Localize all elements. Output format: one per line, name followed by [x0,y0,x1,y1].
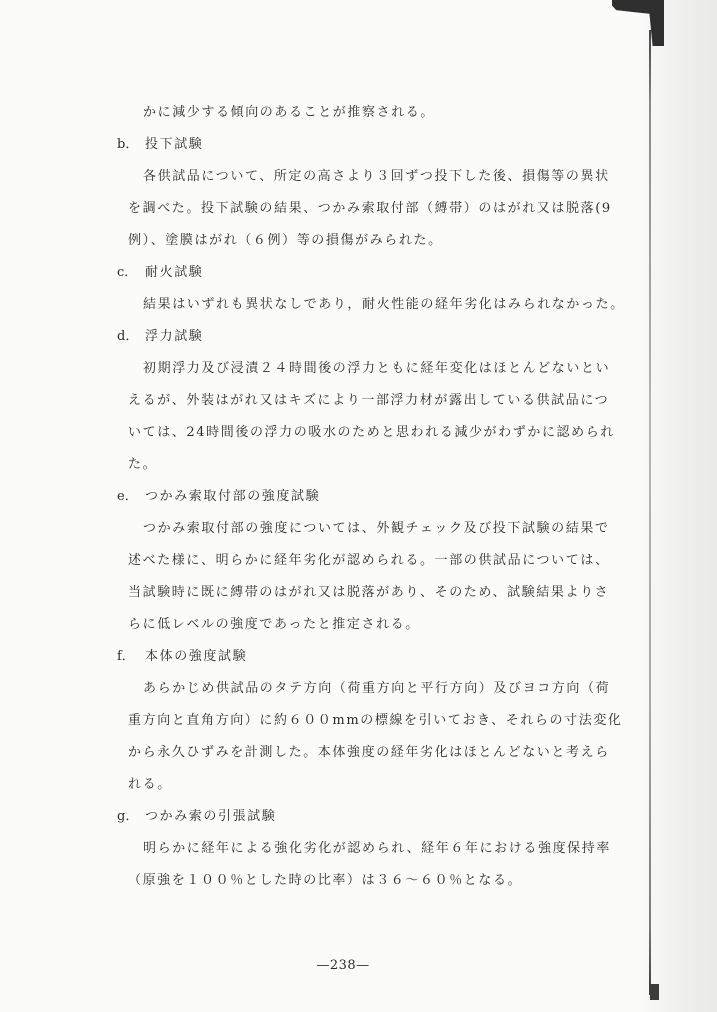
section-c-heading [0,257,640,289]
section-e-line-3: 当試験時に既に縛帯のはがれ又は脱落があり、そのため、試験結果よりさ [128,585,610,600]
binding-edge-line [649,30,651,995]
section-g-line-2: （原強を１００％とした時の比率）は３６～６０％となる。 [128,873,523,888]
section-e-line-4: らに低レベルの強度であったと推定される。 [128,617,420,632]
section-f-label: f． [117,649,135,664]
section-e-line-2: 述べた様に、明らかに経年劣化が認められる。一部の供試品については、 [128,553,610,568]
section-b-line-1: 各供試品について、所定の高さより３回ずつ投下した後、損傷等の異状 [143,169,610,184]
section-b-line-2: を調べた。投下試験の結果、つかみ索取付部（縛帯）のはがれ又は脱落(9 [128,201,612,216]
section-b-heading [0,129,640,161]
section-f-line-2: 重方向と直角方向）に約６００mmの標線を引いておき、それらの寸法変化 [128,713,623,728]
section-b-title: 投下試験 [145,137,204,152]
section-g-label: g． [117,809,139,824]
section-c-label: c． [117,265,138,280]
section-d-line-1: 初期浮力及び浸漬２４時間後の浮力ともに経年変化はほとんどないとい [143,361,611,376]
section-f-heading [0,641,640,673]
section-g-line-1: 明らかに経年による強化劣化が認められ、経年６年における強度保持率 [143,841,611,856]
scan-bottom-mark [650,984,659,1000]
section-e-heading [0,481,640,513]
section-d-title: 浮力試験 [145,329,204,344]
section-d-line-4: た。 [128,457,158,472]
section-g-title: つかみ索の引張試験 [145,809,277,824]
section-b-line-3: 例）、塗膜はがれ（６例）等の損傷がみられた。 [128,233,443,248]
section-c-line-1: 結果はいずれも異状なしであり，耐火性能の経年劣化はみられなかった。 [143,297,625,312]
section-g-heading [0,801,640,833]
section-f-line-4: れる。 [128,777,172,792]
section-e-line-1: つかみ索取付部の強度については、外観チェック及び投下試験の結果で [143,521,610,536]
section-c-title: 耐火試験 [145,265,204,280]
section-d-line-2: えるが、外装はがれ又はキズにより一部浮力材が露出している供試品につ [128,393,610,408]
section-d-label: d． [117,329,139,344]
section-e-title: つかみ索取付部の強度試験 [145,489,321,504]
section-f-line-3: から永久ひずみを計測した。本体強度の経年劣化はほとんどないと考えら [128,745,610,760]
section-d-line-3: いては、24時間後の浮力の吸水のためと思われる減少がわずかに認められ [128,425,615,440]
section-f-title: 本体の強度試験 [145,649,248,664]
section-d-heading [0,321,640,353]
section-b-label: b． [117,137,139,152]
body-text [0,97,640,897]
section-e-label: e． [117,489,138,504]
intro-line: かに減少する傾向のあることが推察される。 [143,105,436,120]
section-f-line-1: あらかじめ供試品のタテ方向（荷重方向と平行方向）及びヨコ方向（荷 [143,681,611,696]
page-number: —238— [316,958,370,973]
